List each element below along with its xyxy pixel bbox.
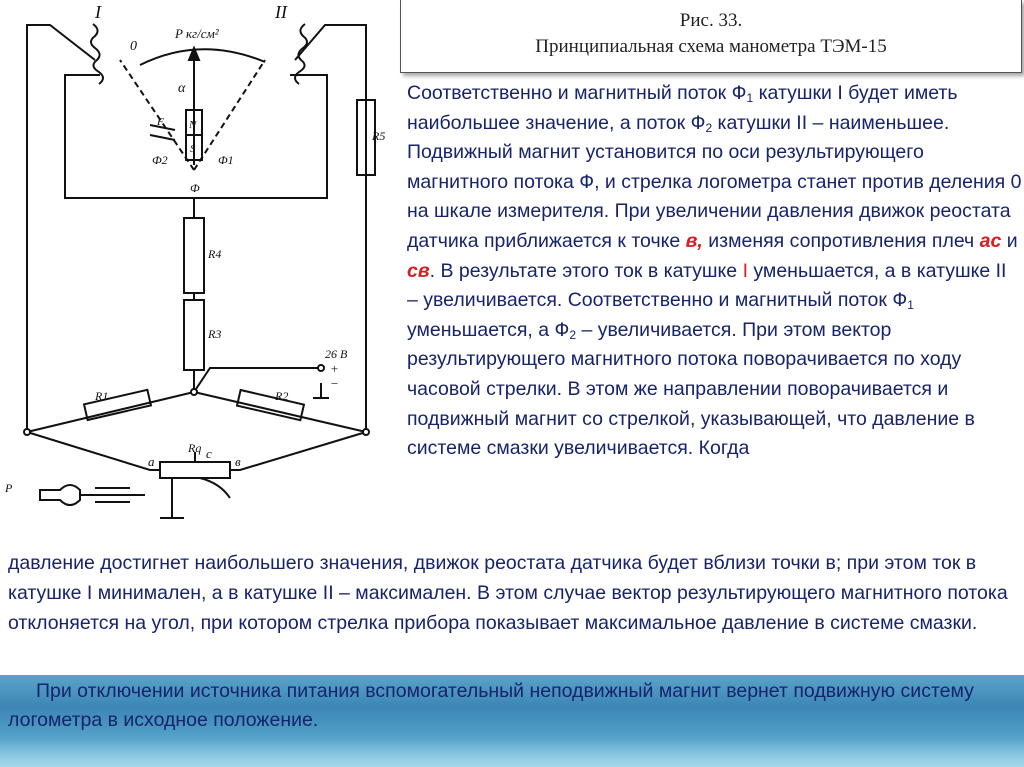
label-rq: Rq bbox=[188, 441, 202, 455]
figure-number: Рис. 33. bbox=[679, 10, 743, 31]
highlight-ac: ас bbox=[979, 229, 1002, 252]
label-s: S bbox=[190, 143, 196, 155]
label-r1: R1 bbox=[95, 389, 109, 403]
label-minus: − bbox=[330, 376, 339, 391]
label-b: в bbox=[235, 454, 241, 469]
label-phi: Ф bbox=[190, 181, 200, 195]
label-supply: 26 В bbox=[325, 347, 348, 361]
label-plus: + bbox=[330, 361, 339, 376]
figure-caption bbox=[400, 0, 1022, 73]
wire-supply bbox=[194, 368, 318, 392]
highlight-point-b: в, bbox=[685, 229, 703, 252]
label-coil-1: I bbox=[95, 2, 101, 22]
resistor-r3 bbox=[184, 300, 204, 370]
figure-title: Принципиальная схема манометра ТЭМ-15 bbox=[535, 36, 887, 57]
label-n: N bbox=[189, 119, 197, 131]
label-phi1: Ф1 bbox=[218, 153, 234, 167]
pressure-sensor bbox=[40, 485, 80, 505]
paragraph-3: При отключении источника питания вспомогательный неподвижный магнит вернет подвижную систему логометра в исходное положение. bbox=[8, 680, 974, 731]
wire-left-rail bbox=[27, 25, 95, 432]
label-a: а bbox=[148, 454, 155, 469]
wire-inner-frame bbox=[65, 75, 327, 198]
rheostat-rq bbox=[160, 462, 230, 478]
label-f: F bbox=[157, 116, 164, 128]
paragraph-2: давление достигнет наибольшего значения, движок реостата датчика будет вблизи точки в; при этом ток в катушке I минимален, а в катушке II – максимален. В этом случае вектор результирующего магнитного потока отклоняется на угол, при котором стрелка прибора показывает максимальное давление в системе смазки. bbox=[8, 552, 1008, 634]
label-pressure: P bbox=[5, 481, 13, 495]
label-c: с bbox=[206, 446, 212, 461]
wire-bridge-bottom-left bbox=[27, 432, 160, 470]
highlight-cv: св bbox=[407, 259, 430, 282]
paragraph-1: Соответственно и магнитный поток $Ф_1$ катушки I будет иметь наибольшее значение, а поток $Ф_2$ катушки II – наименьшее. Подвижный магнит установится по оси результирующего магнитного потока Ф, и стрелка логометра станет против деления 0 на шкале измерителя. При увеличении давления движок реостата датчика приближается к точке в, изменяя сопротивления плеч ас и св. В результате этого ток в катушке I уменьшается, а в катушке II – увеличивается. Соответственно и магнитный поток $Ф_1$ уменьшается, а $Ф_2$ – увеличивается. При этом вектор результирующего магнитного потока поворачивается по ходу часовой стрелки. В этом же направлении поворачивается и подвижный магнит со стрелкой, указывающей, что давление в системе смазки увеличивается. Когда bbox=[407, 82, 1022, 460]
scale-arc bbox=[140, 49, 265, 65]
wire-bridge-bottom-right bbox=[230, 432, 366, 470]
highlight-coil-I: I bbox=[742, 259, 748, 282]
circuit-diagram bbox=[0, 0, 400, 540]
label-zero: 0 bbox=[130, 39, 137, 54]
label-phi2: Ф2 bbox=[152, 153, 168, 167]
resistor-r4 bbox=[184, 218, 204, 293]
label-r5: R5 bbox=[372, 129, 386, 143]
label-r3: R3 bbox=[208, 327, 222, 341]
label-scale-unit: P кг/см² bbox=[175, 26, 219, 41]
label-r4: R4 bbox=[208, 247, 222, 261]
label-alpha: α bbox=[178, 81, 186, 96]
label-r2: R2 bbox=[275, 389, 289, 403]
label-coil-2: II bbox=[275, 2, 287, 22]
